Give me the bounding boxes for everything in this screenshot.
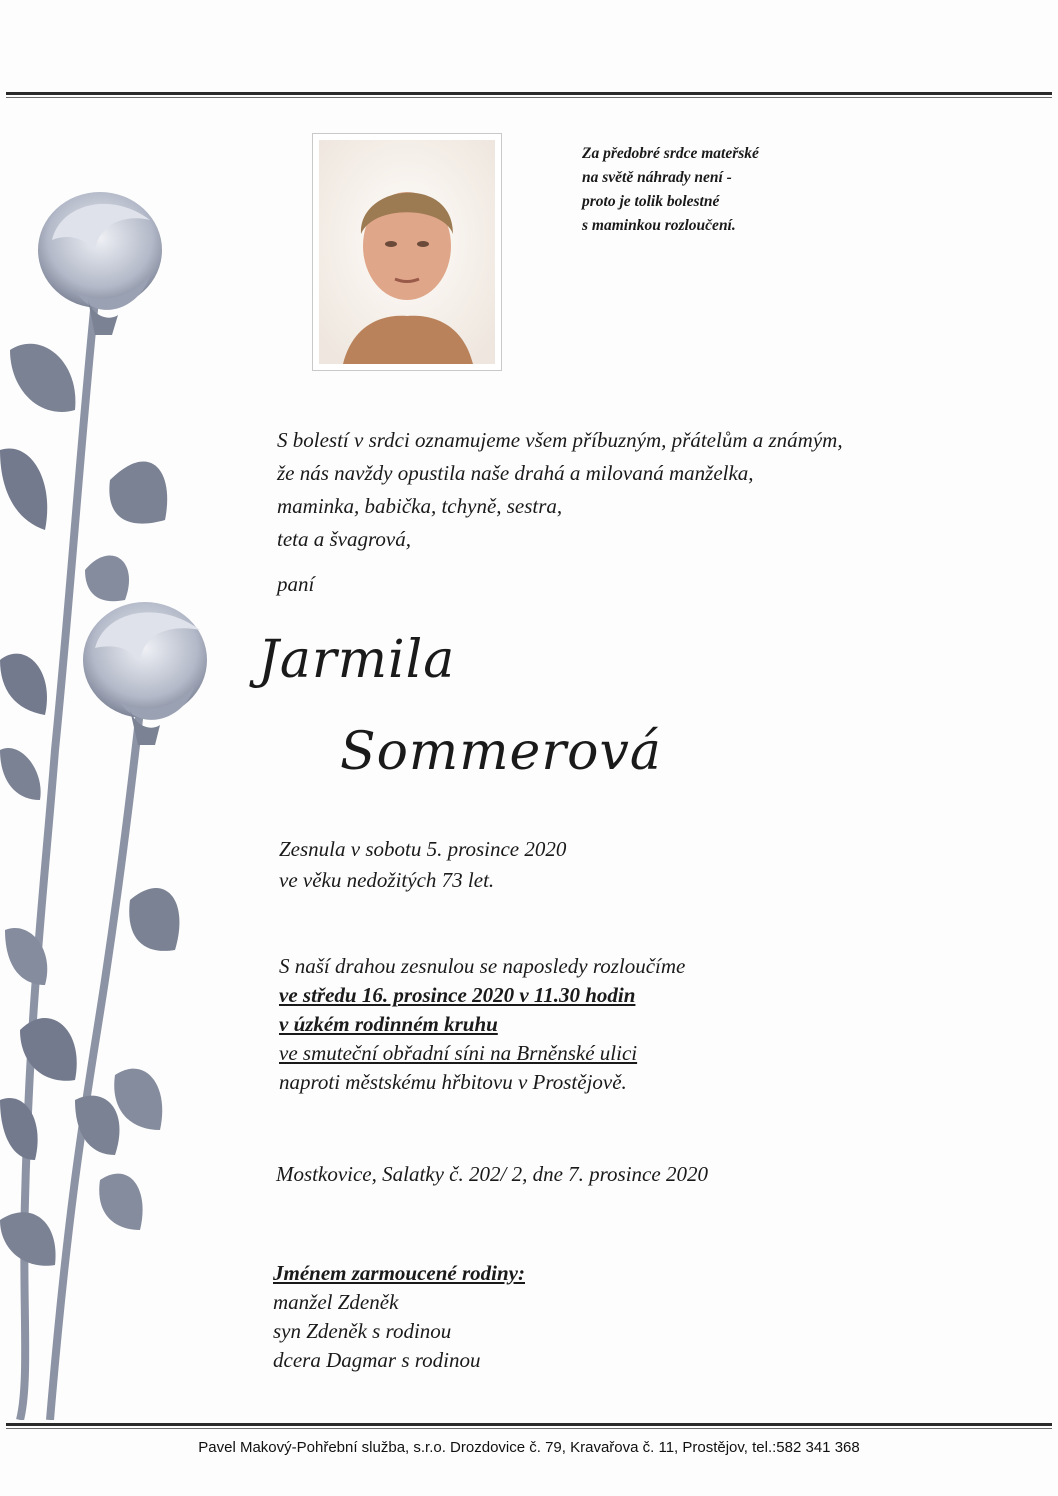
quote-line: na světě náhrady není - [582, 169, 732, 186]
top-rule [6, 92, 1052, 95]
leaf [114, 1069, 162, 1130]
bottom-rule [6, 1423, 1052, 1426]
portrait-photo [313, 134, 501, 370]
leaf [99, 1174, 142, 1230]
family-member: dcera Dagmar s rodinou [273, 1348, 481, 1372]
bottom-rule-thin [6, 1428, 1052, 1429]
leaf [85, 556, 129, 602]
funeral-line: S naší drahou zesnulou se naposledy rozloučíme [279, 954, 686, 978]
leaf [109, 461, 167, 523]
family-member: manžel Zdeněk [273, 1290, 399, 1314]
funeral-info [279, 952, 685, 1097]
honorific: paní [277, 572, 315, 596]
intro-line: S bolestí v srdci oznamujeme všem příbuzným, přátelům a známým, [277, 428, 843, 452]
death-line: ve věku nedožitých 73 let. [279, 868, 495, 892]
death-line: Zesnula v sobotu 5. prosince 2020 [279, 837, 567, 861]
family-member: syn Zdeněk s rodinou [273, 1319, 452, 1343]
announcement-intro [277, 424, 843, 556]
funeral-venue: ve smuteční obřadní síni na Brněnské ulici [279, 1041, 638, 1065]
funeral-location: naproti městskému hřbitovu v Prostějově. [279, 1070, 627, 1094]
intro-line: že nás navždy opustila naše drahá a milovaná manželka, [277, 461, 754, 485]
leaf [0, 748, 41, 800]
quote-line: proto je tolik bolestné [582, 193, 720, 210]
quote-line: Za předobré srdce mateřské [582, 145, 759, 162]
memorial-quote [582, 142, 759, 238]
family-heading: Jménem zarmoucené rodiny: [273, 1261, 525, 1285]
intro-line: teta a švagrová, [277, 527, 411, 551]
funeral-privacy: v úzkém rodinném kruhu [279, 1012, 498, 1036]
funeral-service-footer: Pavel Makový-Pohřební služba, s.r.o. Drozdovice č. 79, Kravařova č. 11, Prostějov, tel.:582 341 368 [198, 1439, 860, 1456]
leaf [0, 654, 47, 715]
leaf [129, 888, 179, 951]
place-and-date: Mostkovice, Salatky č. 202/ 2, dne 7. prosince 2020 [276, 1162, 708, 1186]
family-list [273, 1259, 525, 1375]
leaf [0, 1212, 56, 1266]
deceased-last-name: Sommerová [340, 722, 662, 782]
rose-bloom-lower [83, 602, 207, 745]
rose-illustration [0, 100, 260, 1420]
intro-line: maminka, babička, tchyně, sestra, [277, 494, 563, 518]
funeral-date: ve středu 16. prosince 2020 v 11.30 hodin [279, 983, 636, 1007]
death-info [279, 834, 566, 896]
leaf [0, 448, 47, 530]
quote-line: s maminkou rozloučení. [582, 217, 736, 234]
rose-bloom-upper [38, 192, 162, 335]
deceased-first-name: Jarmila [258, 630, 456, 690]
top-rule-thin [6, 97, 1052, 98]
leaf [10, 344, 75, 412]
